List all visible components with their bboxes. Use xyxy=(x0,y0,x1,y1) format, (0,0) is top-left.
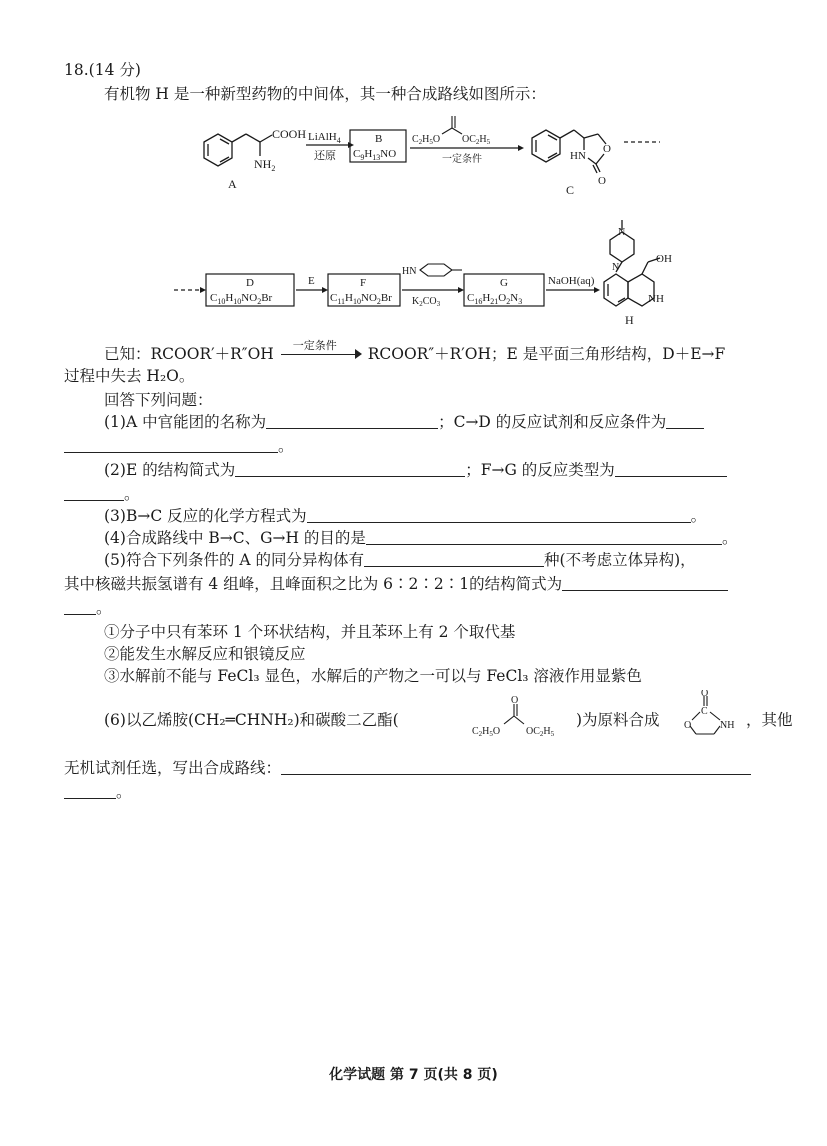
q5-blank-a[interactable] xyxy=(364,550,544,567)
question-3 xyxy=(104,506,706,526)
question-5-line3 xyxy=(64,598,112,618)
intro-text: 有机物 H 是一种新型药物的中间体，其一种合成路线如图所示： xyxy=(104,85,546,103)
q5-part-c: 其中核磁共振氢谱有 4 组峰，且峰面积之比为 6∶2∶2∶1的结构简式为 xyxy=(64,575,563,593)
q1-part-a: (1)A 中官能团的名称为 xyxy=(104,413,267,431)
compound-a-cooh: COOH xyxy=(272,127,307,141)
reagent-hn: HN xyxy=(402,266,417,277)
known-suffix: RCOOR″＋R′OH；E 是平面三角形结构，D＋E→F xyxy=(367,345,726,363)
question-4 xyxy=(104,528,737,548)
q2-part-a: (2)E 的结构简式为 xyxy=(104,461,236,479)
question-6-part-b: )为原料合成 xyxy=(576,711,660,729)
known-line2: 过程中失去 H₂O。 xyxy=(64,367,195,385)
known-condition: 一定条件 xyxy=(292,339,337,352)
q6-part-d: 无机试剂任选，写出合成路线： xyxy=(64,759,282,777)
question-6-part-a: (6)以乙烯胺(CH₂═CHNH₂)和碳酸二乙酯( xyxy=(104,711,399,729)
q1-blank-b[interactable] xyxy=(666,412,704,429)
question-index: 18. xyxy=(64,61,89,79)
question-number xyxy=(64,60,141,80)
reagent-reduction: 还原 xyxy=(314,150,336,162)
q1-blank-a[interactable] xyxy=(266,412,438,429)
known-arrow xyxy=(279,339,363,364)
diethyl-carbonate-structure xyxy=(442,116,462,134)
question-5 xyxy=(104,550,696,570)
compound-d-label: D xyxy=(246,277,254,289)
reagent-e: E xyxy=(308,275,315,287)
question-1-cont xyxy=(64,436,294,456)
oxaz-o-ring: O xyxy=(684,720,692,731)
compound-b-formula: $C_9H_{13}NO$ xyxy=(353,148,397,162)
compound-c-o-carbonyl: O xyxy=(598,175,606,187)
q2-blank-b-cont[interactable] xyxy=(64,484,124,501)
compound-h-n-top: N xyxy=(618,227,626,238)
compound-c-label: C xyxy=(566,183,575,197)
q1-period: 。 xyxy=(278,437,294,455)
oxazolidinone-figure xyxy=(682,690,746,742)
question-1 xyxy=(104,412,704,432)
answer-prompt: 回答下列问题： xyxy=(104,391,213,409)
q5-period: 。 xyxy=(96,599,112,617)
q4-blank[interactable] xyxy=(366,528,722,545)
compound-g-formula: $C_{16}H_{21}O_2N_3$ xyxy=(467,292,523,306)
question-5-line2 xyxy=(64,574,728,594)
reagent-naoh: NaOH(aq) xyxy=(548,275,595,287)
q4-text: (4)合成路线中 B→C、G→H 的目的是 xyxy=(104,529,366,547)
question-2-cont xyxy=(64,484,140,504)
q2-blank-b[interactable] xyxy=(615,460,727,477)
compound-b-label: B xyxy=(375,133,383,145)
q4-period: 。 xyxy=(721,529,738,547)
reagent-c2h5o: $C_2H_5O$ xyxy=(412,134,441,146)
question-6-line2 xyxy=(64,758,751,778)
known-line1 xyxy=(104,339,726,364)
q5-part-a: (5)符合下列条件的 A 的同分异构体有 xyxy=(104,551,365,569)
synthesis-scheme-row2 xyxy=(170,218,700,330)
condition-2: ②能发生水解反应和银镜反应 xyxy=(104,645,306,663)
q1-blank-b-cont[interactable] xyxy=(64,436,278,453)
reagent-lialh4: LiAlH$_4$ xyxy=(308,131,341,145)
condition-1: ①分子中只有苯环 1 个环状结构，并且苯环上有 2 个取代基 xyxy=(104,623,516,641)
reagent-k2co3: $K_2CO_3$ xyxy=(412,296,441,308)
q3-period: 。 xyxy=(690,507,707,525)
q6-blank[interactable] xyxy=(281,758,751,775)
page-footer: 化学试题 第 7 页(共 8 页) xyxy=(329,1067,498,1083)
dec-o-top: O xyxy=(511,695,519,706)
q5-blank-b-cont[interactable] xyxy=(64,598,96,615)
compound-f-label: F xyxy=(360,277,367,289)
q6-period: 。 xyxy=(116,783,132,801)
synthesis-scheme-row1 xyxy=(190,112,680,204)
question-score: (14 分) xyxy=(88,61,141,79)
q2-period: 。 xyxy=(124,485,140,503)
reagent-condition: 一定条件 xyxy=(442,154,482,165)
oxaz-nh: NH xyxy=(720,720,735,731)
known-prefix: 已知：RCOOR′＋R″OH xyxy=(104,345,274,363)
q5-blank-b[interactable] xyxy=(562,574,728,591)
question-2 xyxy=(104,460,727,480)
reagent-oc2h5: $OC_2H_5$ xyxy=(462,134,491,146)
oxaz-c: C xyxy=(701,706,708,717)
compound-h-label: H xyxy=(625,313,634,327)
oxaz-o-top: O xyxy=(701,690,709,699)
diethyl-carbonate-figure xyxy=(470,694,582,740)
compound-a-nh2: $NH_2$ xyxy=(254,157,276,173)
compound-c-structure xyxy=(532,130,606,173)
dec-right: $OC_2H_5$ xyxy=(526,726,555,738)
q5-part-b: 种(不考虑立体异构)， xyxy=(544,551,696,569)
compound-g-label: G xyxy=(500,277,508,289)
question-6-line3 xyxy=(64,782,132,802)
compound-d-formula: $C_{10}H_{10}NO_2Br$ xyxy=(210,292,273,306)
compound-c-o-ring: O xyxy=(603,143,611,155)
q2-part-b: ；F→G 的反应类型为 xyxy=(465,461,615,479)
q2-blank-a[interactable] xyxy=(235,460,465,477)
compound-c-hn: HN xyxy=(570,150,586,162)
dec-left: $C_2H_5O$ xyxy=(472,726,501,738)
compound-h-oh: OH xyxy=(656,253,672,265)
q3-text: (3)B→C 反应的化学方程式为 xyxy=(104,507,307,525)
compound-h-nh: NH xyxy=(648,293,664,305)
methylpiperazine-structure xyxy=(420,264,462,276)
q1-part-b: ；C→D 的反应试剂和反应条件为 xyxy=(438,413,667,431)
compound-a-label: A xyxy=(228,177,237,191)
q6-blank-cont[interactable] xyxy=(64,782,116,799)
compound-f-formula: $C_{11}H_{10}NO_2Br$ xyxy=(330,292,392,306)
compound-h-n-bottom: N xyxy=(612,262,620,273)
q3-blank[interactable] xyxy=(307,506,691,523)
question-6-part-c: ，其他 xyxy=(746,711,793,729)
condition-3: ③水解前不能与 FeCl₃ 显色，水解后的产物之一可以与 FeCl₃ 溶液作用显紫色 xyxy=(104,667,642,685)
